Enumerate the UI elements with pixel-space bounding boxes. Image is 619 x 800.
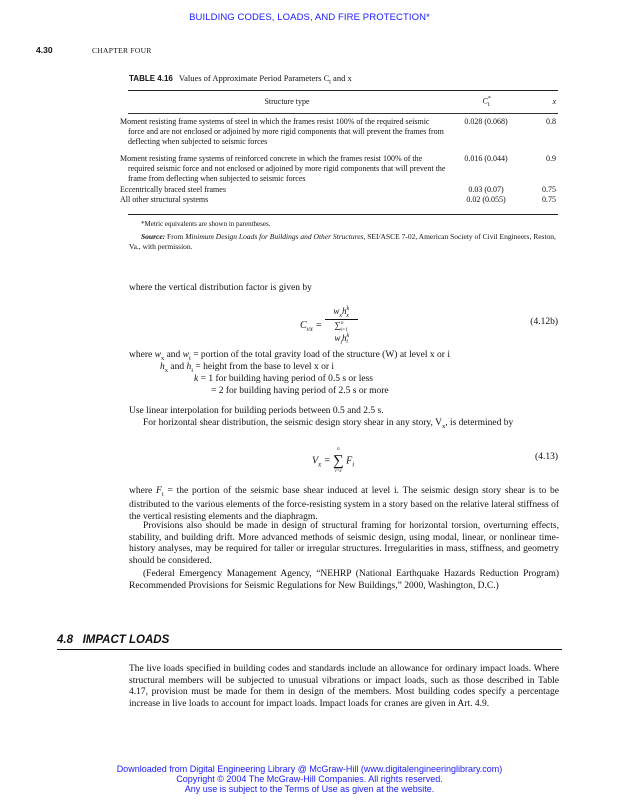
page-number: 4.30 [36,45,53,55]
equation-number-4-13: (4.13) [535,452,558,462]
period-parameters-table [120,92,558,208]
equation-number-4-12b: (4.12b) [530,317,558,327]
interpolation-text: Use linear interpolation for building periods between 0.5 and 2.5 s. [129,406,384,416]
shear-text: For horizontal shear distribution, the seismic design story shear in any story, $V_x$, is determined by [143,418,514,430]
definition-k1: k = 1 for building having period of 0.5 s or less [194,374,373,384]
table-title: Values of Approximate Period Parameters C [178,73,330,83]
table-source: Source: From Minimum Design Loads for Buildings and Other Structures, SEI/ASCE 7-02, American Society of Civil Engineers, Reston, Va., with permission. [129,232,556,251]
table-header-row [128,92,558,114]
section-body: The live loads specified in building codes and standards include an allowance for ordinary impact loads. Where structural members will be subjected to unusual vibrations or impact loads, such as those described in Table 4.17, provision must be made for them in design of the members. Most building codes specify a percentage increase in live loads to account for impact loads. Impact loads for cranes are given in Art. 4.9. [129,664,559,709]
section-number: 4.8 [57,634,73,646]
section-heading [57,634,169,646]
definition-h: $h_x$ and $h_i$ = height from the base to level x or i [160,362,334,374]
col-ct: $C^*_t$ [446,92,526,114]
table-caption: TABLE 4.16 Values of Approximate Period Parameters $C_t$ and x [129,73,352,86]
section-title: IMPACT LOADS [82,634,170,646]
running-header: BUILDING CODES, LOADS, AND FIRE PROTECTION* [189,12,430,23]
paragraph-provisions: Provisions also should be made in design of structural framing for horizontal torsion, overturning effects, stability, and building drift. More advanced methods of seismic design, using modal, linear, or nonlinear time-history analyses, may be required for taller or irregular structures. Irregularities in mass, stiffness, and geometry should be considered. [129,521,559,566]
definition-k2: = 2 for building having period of 2.5 s or more [211,386,389,396]
table-row: Moment resisting frame systems of steel in which the frames resist 100% of the required seismic force and are not enclosed or adjoined by more rigid components that will prevent the frames from deflecting when subjected to seismic forces 0.028 (0.068) 0.8 [120,117,556,147]
paragraph-where-f: where $F_i$ = the portion of the seismic base shear induced at level i. The seismic design story shear is to be distributed to the various elements of the force-resisting system in a story based on the relative lateral stiffness of the vertical resisting elements and the diaphragm. [129,486,560,522]
equation-4-13: $V_x$ = n ∑ i=x $F_i$ [312,447,355,474]
col-structure-type: Structure type [128,92,446,114]
intro-text: where the vertical distribution factor is given by [129,283,312,293]
equation-4-12b: $C_{vx}$ = $\frac{w_xh^k_x}{\sum^n_{i=1} w_ih^k_i}$ [300,306,358,345]
table-row: Eccentrically braced steel frames 0.03 (0.07) 0.75 [120,184,556,194]
table-top-rule [128,90,558,91]
table-footnote: *Metric equivalents are shown in parentheses. [141,220,271,228]
table-label: TABLE 4.16 [129,74,173,83]
section-rule [57,649,562,650]
table-row: Moment resisting frame systems of reinforced concrete in which the frames resist 100% of the required seismic force and not enclosed or adjoined by more rigid components that will prevent the frame from deflecting when subjected to seismic forces 0.016 (0.044) 0.9 [120,153,556,183]
table-bottom-rule [128,214,558,215]
definition-w: where $w_x$ and $w_i$ = portion of the total gravity load of the structure (W) at level x or i [129,350,450,362]
footer-download-link[interactable]: Downloaded from Digital Engineering Library @ McGraw-Hill (www.digitalengineeringlibrary.com) [116,764,503,774]
paragraph-fema: (Federal Emergency Management Agency, “NEHRP (National Earthquake Hazards Reduction Program) Recommended Provisions for Seismic Regulations for New Buildings,” 2000, Washington, D.C.) [129,569,559,591]
col-x: x [526,92,558,114]
table-row: All other structural systems 0.02 (0.055) 0.75 [120,194,556,204]
chapter-label: CHAPTER FOUR [92,46,152,55]
footer-copyright: Copyright © 2004 The McGraw-Hill Companies. All rights reserved. [176,774,443,784]
footer-terms[interactable]: Any use is subject to the Terms of Use as given at the website. [184,784,435,794]
